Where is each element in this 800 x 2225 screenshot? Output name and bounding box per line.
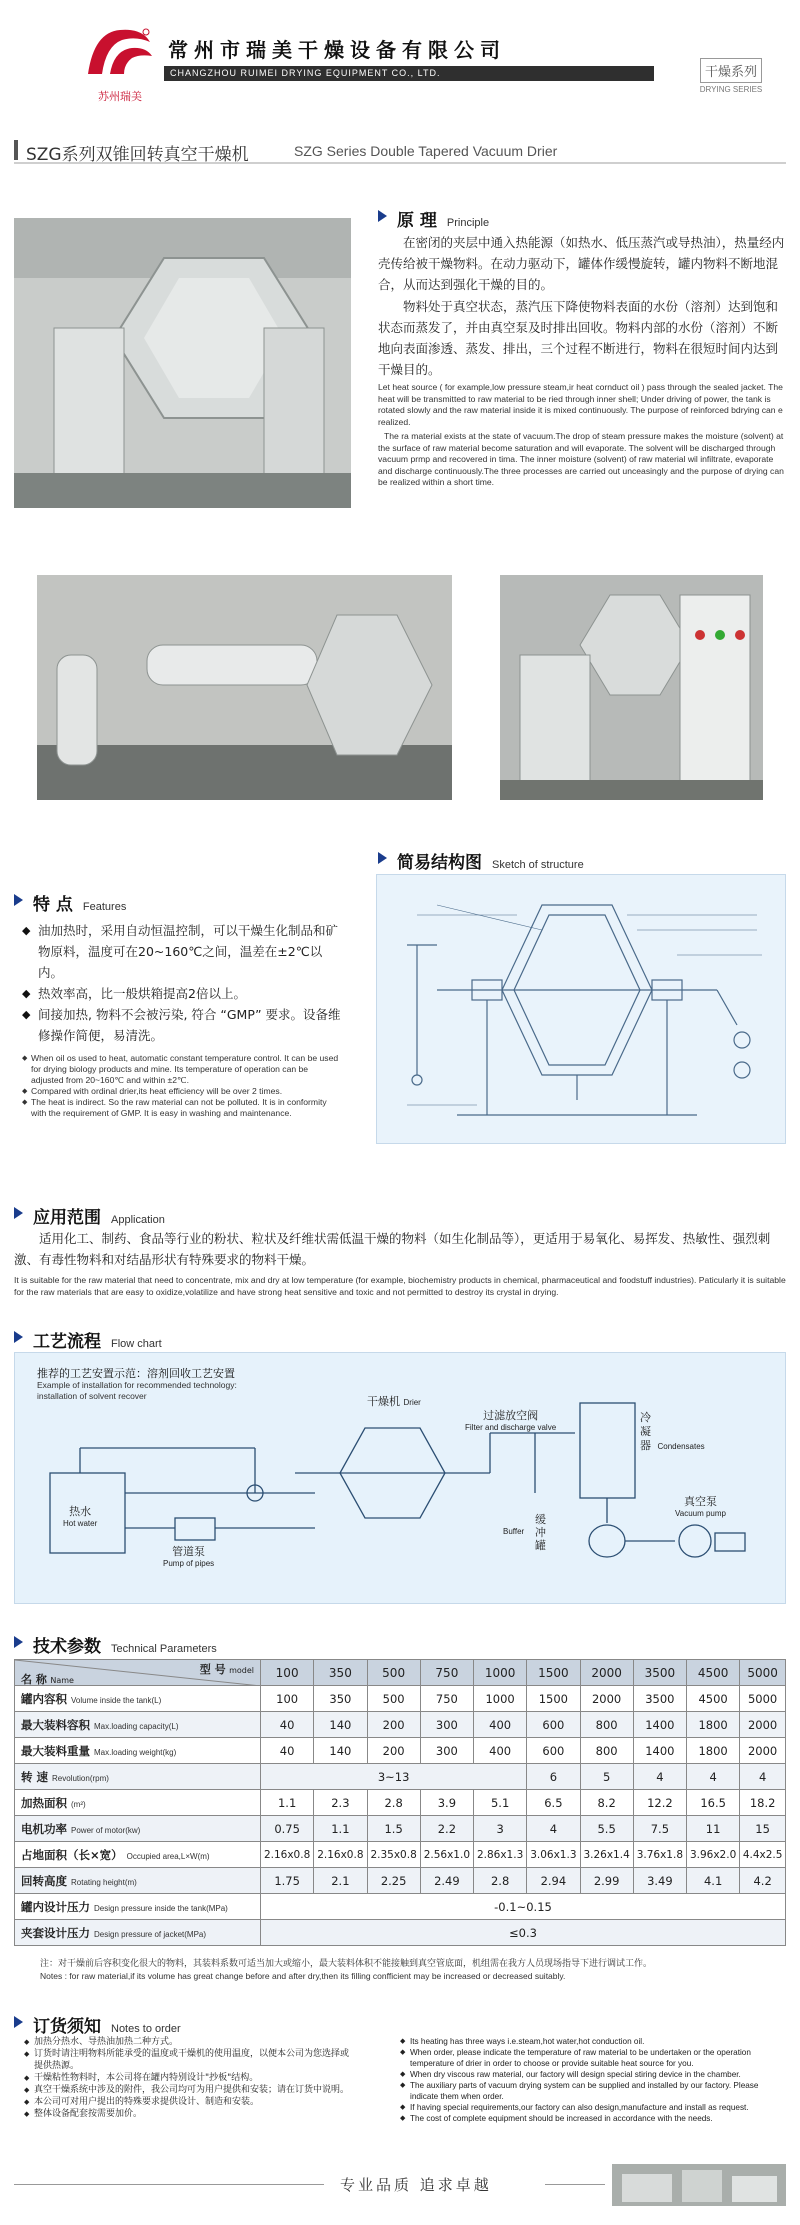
table-row: 最大装料容积 Max.loading capacity(L) 40 140 200 300 400 600 800 1400 1800 2000: [15, 1712, 786, 1738]
series-badge: [686, 58, 776, 94]
structure-heading: 简易结构图 Sketch of structure: [378, 848, 584, 868]
list-item: ◆ The cost of complete equipment should be increased in accordance with the needs.: [400, 2113, 780, 2124]
model-cell: 100: [261, 1660, 314, 1686]
features-list-cn: [22, 920, 342, 1046]
heading-marker-icon: [378, 852, 387, 864]
footer-slogan: 专业品质 追求卓越: [340, 2176, 492, 2194]
series-label-en: DRYING SERIES: [699, 85, 763, 94]
table-row: 罐内设计压力 Design pressure inside the tank(MPa) -0.1~0.15: [15, 1894, 786, 1920]
model-cell: 1500: [527, 1660, 580, 1686]
heading-marker-icon: [14, 1207, 23, 1219]
structure-diagram: [376, 874, 786, 1144]
flow-label-hotwater: 热水 Hot water: [63, 1505, 98, 1528]
list-item: ◆ 间接加热, 物料不会被污染, 符合 “GMP” 要求。设备维修操作简便，易清洗。: [22, 1004, 342, 1046]
specs-note: [40, 1958, 780, 1982]
model-cell: 4500: [687, 1660, 740, 1686]
application-text-cn: 适用化工、制药、食品等行业的粉状、粒状及纤维状需低温干燥的物料（如生化制品等），更适用于易氧化、易挥发、热敏性、强烈刺激、有毒性物料和对结晶形状有特殊要求的物料干燥。: [14, 1231, 771, 1267]
product-title-en: SZG Series Double Tapered Vacuum Drier: [294, 143, 558, 159]
heading-marker-icon: [14, 894, 23, 906]
list-item: ◆ 油加热时，采用自动恒温控制，可以干燥生化制品和矿物原料，温度可在20~160℃之间，温差在±2℃以内。: [22, 920, 342, 983]
heading-marker-icon: [14, 1331, 23, 1343]
flow-label-condenser: 冷凝器 Condensates: [640, 1411, 705, 1452]
list-item: ◆ The auxiliary parts of vacuum drying system can be supplied and installed by our factory. Please indicate them when order.: [400, 2080, 780, 2102]
list-item: ◆ Compared with ordinal drier,its heat efficiency will be over 2 times.: [22, 1086, 340, 1097]
model-cell: 500: [367, 1660, 420, 1686]
flow-recommend-en2: installation of solvent recover: [37, 1391, 147, 1401]
list-item: ◆ Its heating has three ways i.e.steam,hot water,hot conduction oil.: [400, 2036, 780, 2047]
order-list-en: [400, 2036, 780, 2124]
list-item: ◆ 本公司可对用户提出的特殊要求提供设计、制造和安装。: [24, 2096, 354, 2108]
table-row: 回转高度 Rotating height(m) 1.75 2.1 2.25 2.49 2.8 2.94 2.99 3.49 4.1 4.2: [15, 1868, 786, 1894]
model-cell: 350: [314, 1660, 367, 1686]
list-item: ◆ When oil os used to heat, automatic constant temperature control. It can be used for drying biology products and mine. Its temperature of operation can be adjusted from 20~160℃ and within ±2℃.: [22, 1053, 340, 1086]
principle-para2-cn: 物料处于真空状态，蒸汽压下降使物料表面的水份（溶剂）达到饱和状态而蒸发了，并由真空泵及时排出回收。物料内部的水份（溶剂）不断地向表面渗透、蒸发、排出，三个过程不断进行，物料在很短时间内达到干燥目的。: [378, 299, 779, 377]
flow-recommend-en: Example of installation for recommended technology:: [37, 1380, 237, 1390]
table-row: 转 速 Revolution(rpm) 3~13 6 5 4 4 4: [15, 1764, 786, 1790]
flow-recommend-cn: 推荐的工艺安置示范：溶剂回收工艺安置: [37, 1367, 235, 1380]
page-footer: [0, 2160, 800, 2210]
product-photo-control: [500, 575, 763, 800]
application-heading: 应用范围 Application: [14, 1203, 165, 1223]
principle-para2-en: The ra material exists at the state of vacuum.The drop of steam pressure makes the moisture (solvent) at the surface of raw material become saturation and will evaporate. The solvent will be discharged through vacuum prmp and recovered in tima. The inner moisture (solvent) of raw material wil infiltrate, evaporate and discharge continuously.The three processes are carried out unceasingly and the purpose of drying can be realized within a short time.: [378, 431, 784, 487]
table-row: 夹套设计压力 Design pressure of jacket(MPa) ≤0.3: [15, 1920, 786, 1946]
product-title-cn: SZG系列双锥回转真空干燥机: [26, 145, 249, 165]
flow-heading: 工艺流程 Flow chart: [14, 1327, 162, 1347]
flow-label-filter: 过滤放空阀 Filter and discharge valve: [465, 1409, 557, 1432]
table-corner-cell: 型 号 model 名 称 Name: [15, 1660, 261, 1686]
application-text-en: It is suitable for the raw material that need to concentrate, mix and dry at low temperature (for example, biochemistry products in chemical, pharmaceutical and foodstuff industries). Paticularly it is suitable for the raw materials that are easy to oxidize,volatilize and have strong heat sensitive and toxic and not permitted to destroy its crystal in drying.: [14, 1275, 786, 1297]
list-item: ◆ 订货时请注明物料所能承受的温度或干燥机的使用温度，以便本公司为您选择或提供热源。: [24, 2048, 354, 2072]
principle-heading: 原 理 Principle: [378, 206, 489, 226]
series-label-cn: 干燥系列: [700, 58, 762, 83]
footer-photo: [612, 2164, 786, 2206]
model-cell: 750: [420, 1660, 473, 1686]
features-heading: 特 点 Features: [14, 890, 126, 910]
logo-text: 苏州瑞美: [98, 90, 142, 103]
page-header: [0, 0, 800, 110]
heading-marker-icon: [14, 2016, 23, 2028]
product-photo-main: [14, 218, 351, 508]
list-item: ◆ The heat is indirect. So the raw material can not be polluted. It is in conformity with the requirement of GMP. It is easy in washing and maintenance.: [22, 1097, 340, 1119]
list-item: ◆ 整体设备配套按需要加价。: [24, 2108, 354, 2120]
list-item: ◆ 真空干燥系统中涉及的附件，我公司均可为用户提供和安装；请在订货中说明。: [24, 2084, 354, 2096]
list-item: ◆ 热效率高，比一般烘箱提高2倍以上。: [22, 983, 342, 1004]
specs-heading: 技术参数 Technical Parameters: [14, 1632, 217, 1652]
model-cell: 5000: [740, 1660, 786, 1686]
heading-marker-icon: [14, 1636, 23, 1648]
heading-marker-icon: [378, 210, 387, 222]
order-list-cn: [24, 2036, 354, 2120]
product-photo-workshop: [37, 575, 452, 800]
footer-divider-right: [545, 2184, 605, 2185]
title-accent-bar: [14, 140, 18, 160]
table-row: 罐内容积 Volume inside the tank(L) 100 350 500 750 1000 1500 2000 3500 4500 5000: [15, 1686, 786, 1712]
flow-label-drier: 干燥机 Drier: [367, 1395, 421, 1408]
table-header-row: [15, 1660, 786, 1686]
principle-para1-cn: 在密闭的夹层中通入热能源（如热水、低压蒸汽或导热油），热量经内壳传给被干燥物料。在动力驱动下，罐体作缓慢旋转，罐内物料不断地混合，从而达到强化干燥的目的。: [378, 235, 785, 292]
list-item: ◆ 干燥粘性物料时，本公司将在罐内特别设计"抄板"结构。: [24, 2072, 354, 2084]
product-title-bar: [14, 138, 786, 164]
order-heading: 订货须知 Notes to order: [14, 2012, 181, 2032]
specs-table: [14, 1659, 786, 1946]
list-item: ◆ 加热分热水、导热油加热二种方式。: [24, 2036, 354, 2048]
company-name-cn: 常州市瑞美干燥设备有限公司: [168, 38, 506, 62]
list-item: ◆ When order, please indicate the temperature of raw material to be undertaken or the operation temperature of drier in order to choose or provide suitable heat source for you.: [400, 2047, 780, 2069]
flow-label-vacuum: 真空泵 Vacuum pump: [675, 1495, 726, 1518]
table-row: 加热面积 (m²) 1.1 2.3 2.8 3.9 5.1 6.5 8.2 12.2 16.5 18.2: [15, 1790, 786, 1816]
features-list-en: [22, 1053, 340, 1119]
footer-divider-left: [14, 2184, 324, 2185]
flow-diagram: [14, 1352, 786, 1604]
list-item: ◆ If having special requirements,our factory can also design,manufacture and install as request.: [400, 2102, 780, 2113]
model-cell: 2000: [580, 1660, 633, 1686]
company-name-en: CHANGZHOU RUIMEI DRYING EQUIPMENT CO., LTD.: [164, 66, 654, 81]
model-cell: 1000: [474, 1660, 527, 1686]
company-logo: [80, 22, 160, 82]
specs-note-cn: 注：对干燥前后容积变化很大的物料，其装料系数可适当加大或缩小，最大装料体积不能接触到真空管底面，机组需在我方人员现场指导下进行调试工作。: [40, 1959, 653, 1969]
table-row: 最大装料重量 Max.loading weight(kg) 40 140 200 300 400 600 800 1400 1800 2000: [15, 1738, 786, 1764]
flow-label-pipepump: 管道泵 Pump of pipes: [163, 1545, 215, 1568]
specs-note-en: Notes : for raw material,if its volume has great change before and after dry,then its filling confficient may be increased or decreased suitably.: [40, 1971, 566, 1981]
principle-para1-en: Let heat source ( for example,low pressure steam,ir heat cornduct oil ) pass through the sealed jacket. The heat will be transmitted to raw material to be ried through inner shell; Under driving of power, the tank is rotated slowly and the raw material inside it is mixed continuously. The purpose of reinforced bdrying can e realized.: [378, 382, 783, 427]
list-item: ◆ When dry viscous raw material, our factory will design special stiring device in the chamber.: [400, 2069, 780, 2080]
table-row: 电机功率 Power of motor(kw) 0.75 1.1 1.5 2.2 3 4 5.5 7.5 11 15: [15, 1816, 786, 1842]
model-cell: 3500: [633, 1660, 686, 1686]
table-row: 占地面积（长×宽） Occupied area,L×W(m) 2.16x0.8 2.16x0.8 2.35x0.8 2.56x1.0 2.86x1.3 3.06x1.3 3.26x1.4 3.76x1.8 3.96x2.0 4.4x2.5: [15, 1842, 786, 1868]
flow-label-buffer: 缓冲罐 Buffer: [503, 1513, 546, 1552]
